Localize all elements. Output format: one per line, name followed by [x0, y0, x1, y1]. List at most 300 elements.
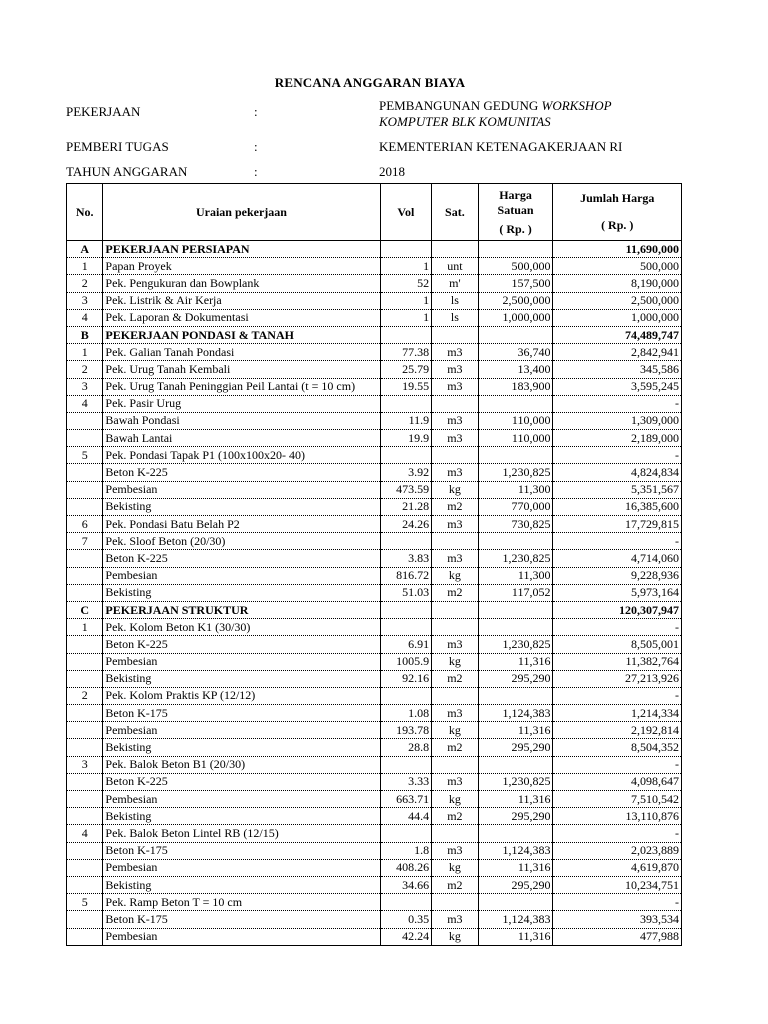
- cell-vol: 3.83: [380, 550, 432, 567]
- cell-sat: [432, 533, 479, 550]
- cell-no: 2: [67, 275, 103, 292]
- cell-sat: [432, 326, 479, 343]
- cell-jumlah: -: [553, 619, 682, 636]
- cell-no: [67, 928, 103, 945]
- cell-vol: 34.66: [380, 876, 432, 893]
- col-jumlah-unit: ( Rp. ): [601, 218, 634, 232]
- cell-no: [67, 722, 103, 739]
- cell-harga: 110,000: [478, 412, 553, 429]
- cell-vol: 19.9: [380, 430, 432, 447]
- cell-no: 4: [67, 825, 103, 842]
- cell-sat: m3: [432, 911, 479, 928]
- cell-harga: 295,290: [478, 808, 553, 825]
- cell-vol: 0.35: [380, 911, 432, 928]
- cell-uraian: Pembesian: [103, 859, 380, 876]
- cell-sat: kg: [432, 722, 479, 739]
- cell-vol: 92.16: [380, 670, 432, 687]
- table-header: [67, 184, 682, 241]
- cell-vol: 44.4: [380, 808, 432, 825]
- cell-no: 6: [67, 516, 103, 533]
- pemberi-colon: :: [254, 139, 258, 154]
- cell-jumlah: 7,510,542: [553, 791, 682, 808]
- cell-vol: [380, 533, 432, 550]
- cell-uraian: Beton K-175: [103, 705, 380, 722]
- cell-jumlah: 5,351,567: [553, 481, 682, 498]
- cell-harga: 11,316: [478, 859, 553, 876]
- cell-vol: 1.8: [380, 842, 432, 859]
- col-vol: Vol: [380, 184, 432, 241]
- cell-jumlah: 393,534: [553, 911, 682, 928]
- cell-sat: m3: [432, 842, 479, 859]
- cell-uraian: Pek. Balok Beton B1 (20/30): [103, 756, 380, 773]
- cell-jumlah: 2,023,889: [553, 842, 682, 859]
- cell-jumlah: 2,500,000: [553, 292, 682, 309]
- cell-sat: ls: [432, 309, 479, 326]
- cell-sat: m3: [432, 705, 479, 722]
- cell-uraian: Pek. Sloof Beton (20/30): [103, 533, 380, 550]
- cell-uraian: Pek. Balok Beton Lintel RB (12/15): [103, 825, 380, 842]
- cell-sat: m2: [432, 739, 479, 756]
- cell-uraian: Bekisting: [103, 584, 380, 601]
- cell-harga: 11,316: [478, 722, 553, 739]
- cell-harga: [478, 687, 553, 704]
- table-row: [67, 361, 682, 378]
- cell-sat: [432, 241, 479, 258]
- cell-sat: m3: [432, 550, 479, 567]
- cell-vol: 473.59: [380, 481, 432, 498]
- col-jumlah-label: Jumlah Harga: [580, 191, 655, 205]
- tahun-value: 2018: [379, 164, 405, 179]
- table-row: [67, 842, 682, 859]
- cell-vol: 1005.9: [380, 653, 432, 670]
- table-row: [67, 550, 682, 567]
- table-row: [67, 911, 682, 928]
- cell-uraian: Pek. Galian Tanah Pondasi: [103, 344, 380, 361]
- cell-no: [67, 481, 103, 498]
- pekerjaan-label: PEKERJAAN: [66, 104, 141, 119]
- cell-jumlah: 74,489,747: [553, 326, 682, 343]
- cell-vol: 6.91: [380, 636, 432, 653]
- cell-no: 1: [67, 619, 103, 636]
- cell-jumlah: -: [553, 533, 682, 550]
- cell-no: [67, 859, 103, 876]
- cell-uraian: Pek. Laporan & Dokumentasi: [103, 309, 380, 326]
- table-row: [67, 756, 682, 773]
- pemberi-label: PEMBERI TUGAS: [66, 139, 169, 154]
- cell-jumlah: 2,192,814: [553, 722, 682, 739]
- cell-no: [67, 567, 103, 584]
- cell-uraian: Pek. Pondasi Tapak P1 (100x100x20- 40): [103, 447, 380, 464]
- cell-uraian: Bekisting: [103, 808, 380, 825]
- cell-no: [67, 636, 103, 653]
- cell-uraian: Beton K-175: [103, 911, 380, 928]
- table-row: [67, 619, 682, 636]
- cell-vol: 1: [380, 292, 432, 309]
- table-row: [67, 653, 682, 670]
- cell-harga: 770,000: [478, 498, 553, 515]
- table-row: [67, 825, 682, 842]
- cell-uraian: PEKERJAAN PERSIAPAN: [103, 241, 380, 258]
- cell-harga: 295,290: [478, 876, 553, 893]
- cell-uraian: PEKERJAAN PONDASI & TANAH: [103, 326, 380, 343]
- table-row: [67, 309, 682, 326]
- pekerjaan-value: [379, 98, 612, 130]
- cell-jumlah: 4,619,870: [553, 859, 682, 876]
- tahun-label: TAHUN ANGGARAN: [66, 164, 188, 179]
- cell-harga: 11,300: [478, 567, 553, 584]
- table-row: [67, 876, 682, 893]
- cell-jumlah: 8,190,000: [553, 275, 682, 292]
- cell-no: [67, 773, 103, 790]
- cell-uraian: Pek. Urug Tanah Peninggian Peil Lantai (t = 10 cm): [103, 378, 380, 395]
- cell-sat: m3: [432, 430, 479, 447]
- cell-uraian: Pek. Ramp Beton T = 10 cm: [103, 894, 380, 911]
- cell-harga: 157,500: [478, 275, 553, 292]
- cell-no: C: [67, 601, 103, 618]
- cell-harga: 2,500,000: [478, 292, 553, 309]
- cell-harga: 11,316: [478, 791, 553, 808]
- cell-jumlah: 9,228,936: [553, 567, 682, 584]
- cell-sat: kg: [432, 928, 479, 945]
- cell-sat: m2: [432, 808, 479, 825]
- cell-harga: 295,290: [478, 739, 553, 756]
- cell-uraian: Pek. Kolom Beton K1 (30/30): [103, 619, 380, 636]
- cell-vol: 408.26: [380, 859, 432, 876]
- cell-uraian: Bawah Pondasi: [103, 412, 380, 429]
- cell-vol: 25.79: [380, 361, 432, 378]
- table-row: [67, 687, 682, 704]
- cell-no: A: [67, 241, 103, 258]
- cell-jumlah: 2,842,941: [553, 344, 682, 361]
- cell-uraian: Papan Proyek: [103, 258, 380, 275]
- col-jumlah: [553, 184, 682, 241]
- cell-vol: 816.72: [380, 567, 432, 584]
- cell-uraian: Bekisting: [103, 876, 380, 893]
- cell-vol: [380, 601, 432, 618]
- cell-jumlah: 120,307,947: [553, 601, 682, 618]
- table-row: [67, 739, 682, 756]
- cell-sat: m3: [432, 773, 479, 790]
- col-harga-line2: Satuan: [497, 202, 534, 217]
- cell-harga: 1,124,383: [478, 911, 553, 928]
- cell-uraian: Beton K-175: [103, 842, 380, 859]
- cell-harga: 730,825: [478, 516, 553, 533]
- cell-jumlah: 8,504,352: [553, 739, 682, 756]
- col-harga: [478, 184, 553, 241]
- cell-harga: [478, 533, 553, 550]
- table-row: [67, 412, 682, 429]
- cell-no: [67, 911, 103, 928]
- cell-no: [67, 876, 103, 893]
- cell-sat: kg: [432, 567, 479, 584]
- cell-harga: 13,400: [478, 361, 553, 378]
- cell-jumlah: 27,213,926: [553, 670, 682, 687]
- table-row: [67, 292, 682, 309]
- cell-harga: 1,230,825: [478, 550, 553, 567]
- cell-sat: [432, 687, 479, 704]
- cell-uraian: Pembesian: [103, 653, 380, 670]
- pekerjaan-value-italic: WORKSHOP: [541, 98, 612, 113]
- cell-harga: 11,316: [478, 653, 553, 670]
- cell-sat: m3: [432, 636, 479, 653]
- table-row: [67, 481, 682, 498]
- cell-vol: 193.78: [380, 722, 432, 739]
- pekerjaan-colon: :: [254, 104, 258, 119]
- cell-jumlah: -: [553, 687, 682, 704]
- cell-sat: m2: [432, 498, 479, 515]
- cell-sat: [432, 601, 479, 618]
- cell-no: 5: [67, 894, 103, 911]
- table-row: [67, 344, 682, 361]
- section-row: [67, 601, 682, 618]
- cell-harga: [478, 395, 553, 412]
- cell-sat: m3: [432, 516, 479, 533]
- table-row: [67, 447, 682, 464]
- table-row: [67, 773, 682, 790]
- cell-jumlah: -: [553, 825, 682, 842]
- cell-vol: 3.33: [380, 773, 432, 790]
- cell-uraian: Bawah Lantai: [103, 430, 380, 447]
- cell-jumlah: 5,973,164: [553, 584, 682, 601]
- cell-no: 1: [67, 258, 103, 275]
- cell-no: 2: [67, 687, 103, 704]
- cell-harga: 1,124,383: [478, 842, 553, 859]
- cell-vol: 42.24: [380, 928, 432, 945]
- cell-sat: [432, 894, 479, 911]
- cell-uraian: Beton K-225: [103, 550, 380, 567]
- cell-uraian: Beton K-225: [103, 773, 380, 790]
- cell-vol: 24.26: [380, 516, 432, 533]
- table-row: [67, 894, 682, 911]
- cell-uraian: Pek. Pondasi Batu Belah P2: [103, 516, 380, 533]
- cell-vol: 21.28: [380, 498, 432, 515]
- cell-sat: m2: [432, 670, 479, 687]
- pemberi-value: KEMENTERIAN KETENAGAKERJAAN RI: [379, 139, 623, 154]
- col-no: No.: [67, 184, 103, 241]
- cell-no: 3: [67, 292, 103, 309]
- cell-harga: [478, 825, 553, 842]
- cell-sat: [432, 756, 479, 773]
- cell-sat: kg: [432, 653, 479, 670]
- cell-jumlah: 2,189,000: [553, 430, 682, 447]
- cell-jumlah: 10,234,751: [553, 876, 682, 893]
- cell-harga: 11,316: [478, 928, 553, 945]
- cell-vol: [380, 241, 432, 258]
- cell-jumlah: 1,309,000: [553, 412, 682, 429]
- document-title: RENCANA ANGGARAN BIAYA: [274, 75, 466, 90]
- section-row: [67, 241, 682, 258]
- cell-harga: [478, 756, 553, 773]
- cell-harga: 500,000: [478, 258, 553, 275]
- cell-vol: 51.03: [380, 584, 432, 601]
- table-row: [67, 378, 682, 395]
- cell-vol: [380, 447, 432, 464]
- pekerjaan-value-line2: KOMPUTER BLK KOMUNITAS: [379, 114, 551, 129]
- col-harga-unit: ( Rp. ): [499, 221, 532, 236]
- cell-harga: [478, 894, 553, 911]
- cell-harga: 117,052: [478, 584, 553, 601]
- cell-sat: kg: [432, 859, 479, 876]
- cell-vol: 52: [380, 275, 432, 292]
- cell-no: [67, 791, 103, 808]
- cell-uraian: Pembesian: [103, 791, 380, 808]
- cell-jumlah: -: [553, 395, 682, 412]
- table-row: [67, 584, 682, 601]
- cell-jumlah: 13,110,876: [553, 808, 682, 825]
- cell-harga: 183,900: [478, 378, 553, 395]
- cell-harga: [478, 601, 553, 618]
- table-row: [67, 928, 682, 945]
- cell-no: [67, 550, 103, 567]
- cell-sat: [432, 619, 479, 636]
- table-row: [67, 395, 682, 412]
- cell-uraian: Bekisting: [103, 739, 380, 756]
- col-uraian: Uraian pekerjaan: [103, 184, 380, 241]
- cell-no: [67, 705, 103, 722]
- cell-no: [67, 412, 103, 429]
- cell-jumlah: -: [553, 756, 682, 773]
- cell-vol: 1: [380, 258, 432, 275]
- cell-harga: 110,000: [478, 430, 553, 447]
- cell-uraian: PEKERJAAN STRUKTUR: [103, 601, 380, 618]
- col-harga-line1: Harga: [499, 187, 532, 202]
- cell-vol: 19.55: [380, 378, 432, 395]
- cell-vol: [380, 395, 432, 412]
- cell-uraian: Beton K-225: [103, 636, 380, 653]
- cell-jumlah: 11,690,000: [553, 241, 682, 258]
- cell-vol: [380, 619, 432, 636]
- cell-uraian: Pek. Listrik & Air Kerja: [103, 292, 380, 309]
- table-row: [67, 859, 682, 876]
- cell-sat: m3: [432, 361, 479, 378]
- cell-harga: [478, 326, 553, 343]
- col-sat: Sat.: [432, 184, 479, 241]
- table-row: [67, 636, 682, 653]
- cell-jumlah: -: [553, 447, 682, 464]
- cell-no: 3: [67, 756, 103, 773]
- table-row: [67, 258, 682, 275]
- cell-sat: m3: [432, 344, 479, 361]
- table-row: [67, 567, 682, 584]
- table-row: [67, 808, 682, 825]
- cell-sat: [432, 447, 479, 464]
- budget-table: [66, 183, 682, 946]
- cell-jumlah: -: [553, 894, 682, 911]
- cell-harga: 1,230,825: [478, 464, 553, 481]
- cell-jumlah: 3,595,245: [553, 378, 682, 395]
- section-row: [67, 326, 682, 343]
- cell-no: 4: [67, 309, 103, 326]
- cell-jumlah: 11,382,764: [553, 653, 682, 670]
- cell-harga: [478, 241, 553, 258]
- table-row: [67, 705, 682, 722]
- cell-no: [67, 584, 103, 601]
- table-row: [67, 533, 682, 550]
- cell-jumlah: 345,586: [553, 361, 682, 378]
- tahun-colon: :: [254, 164, 258, 179]
- pekerjaan-value-line1: PEMBANGUNAN GEDUNG: [379, 98, 539, 113]
- cell-jumlah: 16,385,600: [553, 498, 682, 515]
- cell-vol: [380, 326, 432, 343]
- cell-uraian: Pembesian: [103, 928, 380, 945]
- cell-sat: m3: [432, 464, 479, 481]
- cell-sat: m2: [432, 876, 479, 893]
- cell-no: [67, 739, 103, 756]
- cell-harga: 1,124,383: [478, 705, 553, 722]
- cell-uraian: Pembesian: [103, 722, 380, 739]
- cell-vol: 1: [380, 309, 432, 326]
- cell-no: 2: [67, 361, 103, 378]
- cell-sat: m': [432, 275, 479, 292]
- cell-jumlah: 4,714,060: [553, 550, 682, 567]
- cell-uraian: Beton K-225: [103, 464, 380, 481]
- cell-no: 4: [67, 395, 103, 412]
- table-row: [67, 498, 682, 515]
- cell-no: B: [67, 326, 103, 343]
- cell-sat: [432, 395, 479, 412]
- cell-vol: [380, 687, 432, 704]
- cell-no: 1: [67, 344, 103, 361]
- cell-harga: [478, 619, 553, 636]
- cell-vol: 1.08: [380, 705, 432, 722]
- cell-jumlah: 4,824,834: [553, 464, 682, 481]
- cell-jumlah: 1,000,000: [553, 309, 682, 326]
- table-row: [67, 275, 682, 292]
- cell-uraian: Pek. Urug Tanah Kembali: [103, 361, 380, 378]
- cell-sat: kg: [432, 481, 479, 498]
- cell-no: [67, 670, 103, 687]
- cell-harga: 1,230,825: [478, 773, 553, 790]
- table-row: [67, 791, 682, 808]
- cell-harga: 1,000,000: [478, 309, 553, 326]
- cell-sat: ls: [432, 292, 479, 309]
- cell-vol: 77.38: [380, 344, 432, 361]
- cell-vol: 11.9: [380, 412, 432, 429]
- cell-uraian: Pek. Pengukuran dan Bowplank: [103, 275, 380, 292]
- cell-no: [67, 808, 103, 825]
- cell-harga: 11,300: [478, 481, 553, 498]
- cell-no: [67, 498, 103, 515]
- cell-no: [67, 430, 103, 447]
- cell-no: [67, 464, 103, 481]
- cell-vol: [380, 894, 432, 911]
- cell-jumlah: 477,988: [553, 928, 682, 945]
- cell-uraian: Pembesian: [103, 567, 380, 584]
- cell-vol: [380, 756, 432, 773]
- cell-uraian: Pek. Pasir Urug: [103, 395, 380, 412]
- cell-harga: [478, 447, 553, 464]
- cell-jumlah: 17,729,815: [553, 516, 682, 533]
- cell-harga: 1,230,825: [478, 636, 553, 653]
- cell-vol: 3.92: [380, 464, 432, 481]
- table-row: [67, 722, 682, 739]
- cell-vol: 28.8: [380, 739, 432, 756]
- cell-jumlah: 4,098,647: [553, 773, 682, 790]
- cell-no: 3: [67, 378, 103, 395]
- table-row: [67, 430, 682, 447]
- cell-uraian: Pek. Kolom Praktis KP (12/12): [103, 687, 380, 704]
- cell-uraian: Bekisting: [103, 498, 380, 515]
- cell-jumlah: 500,000: [553, 258, 682, 275]
- cell-no: 5: [67, 447, 103, 464]
- table-row: [67, 670, 682, 687]
- cell-sat: unt: [432, 258, 479, 275]
- cell-uraian: Bekisting: [103, 670, 380, 687]
- cell-no: [67, 653, 103, 670]
- cell-sat: kg: [432, 791, 479, 808]
- cell-sat: [432, 825, 479, 842]
- cell-vol: 663.71: [380, 791, 432, 808]
